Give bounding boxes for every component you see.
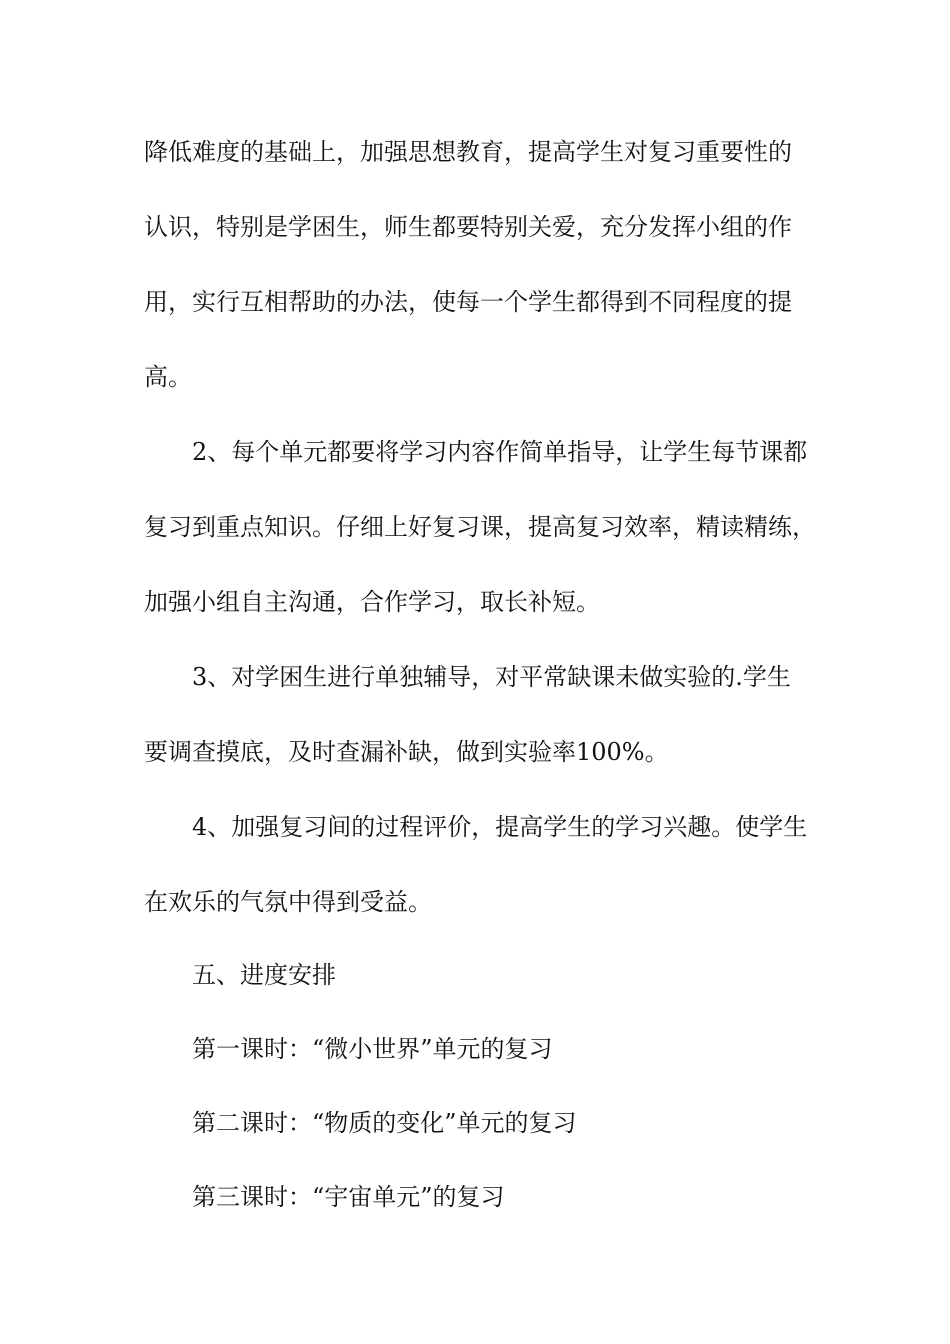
schedule-item-3: 第三课时：“宇宙单元”的复习 (192, 1183, 505, 1211)
section-heading: 五、进度安排 (192, 961, 336, 989)
paragraph-line: 认识，特别是学困生，师生都要特别关爱，充分发挥小组的作 (144, 213, 792, 241)
list-item-2-line: 2、每个单元都要将学习内容作简单指导，让学生每节课都 (192, 438, 808, 466)
list-item-2-line: 加强小组自主沟通，合作学习，取长补短。 (144, 588, 600, 616)
list-item-3-line: 3、对学困生进行单独辅导，对平常缺课未做实验的.学生 (192, 663, 791, 691)
paragraph-line: 用，实行互相帮助的办法，使每一个学生都得到不同程度的提 (144, 288, 792, 316)
paragraph-line: 高。 (144, 363, 192, 391)
list-item-3-line: 要调查摸底，及时查漏补缺，做到实验率100%。 (144, 738, 669, 766)
schedule-item-1: 第一课时：“微小世界”单元的复习 (192, 1035, 553, 1063)
paragraph-line: 降低难度的基础上，加强思想教育，提高学生对复习重要性的 (144, 138, 792, 166)
list-item-2-line: 复习到重点知识。仔细上好复习课，提高复习效率，精读精练， (144, 513, 816, 541)
list-item-4-line: 在欢乐的气氛中得到受益。 (144, 888, 432, 916)
list-item-4-line: 4、加强复习间的过程评价，提高学生的学习兴趣。使学生 (192, 813, 808, 841)
schedule-item-2: 第二课时：“物质的变化”单元的复习 (192, 1109, 577, 1137)
